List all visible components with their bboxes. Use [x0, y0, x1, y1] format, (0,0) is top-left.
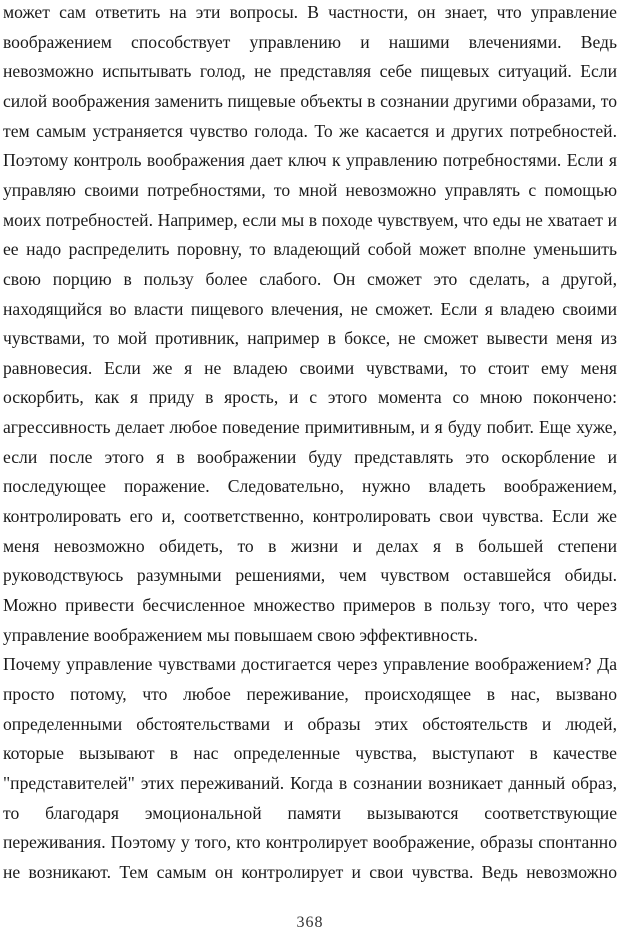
text-line: переживания. Поэтому у того, кто контролирует воображение, образы спонтанно [3, 832, 617, 853]
text-line: определенными обстоятельствами и образы этих обстоятельств и людей, [3, 713, 617, 734]
text-line: может сам ответить на эти вопросы. В частности, он знает, что управление [3, 2, 617, 22]
text-line: находящийся во власти пищевого влечения, не сможет. Если я владею своими [3, 298, 617, 319]
text-line: Почему управление чувствами достигается через управление воображением? Да [3, 654, 617, 675]
text-line: Поэтому контроль воображения дает ключ к управлению потребностями. Если я [3, 150, 617, 171]
text-line: чувствами, то мой противник, например в боксе, не сможет вывести меня из [3, 328, 617, 349]
text-line: воображением способствует управлению и нашими влечениями. Ведь [3, 31, 617, 52]
text-line: управление воображением мы повышаем свою эффективность. [3, 624, 478, 645]
text-line: невозможно испытывать голод, не представляя себе пищевых ситуаций. Если [3, 61, 617, 82]
text-line: оскорбить, как я приду в ярость, и с этого момента со мною покончено: [3, 387, 617, 408]
text-line: руководствуюсь разумными решениями, чем чувством оставшейся обиды. [3, 565, 617, 586]
text-line: свою порцию в пользу более слабого. Он сможет это сделать, а другой, [3, 268, 617, 289]
text-line: тем самым устраняется чувство голода. То же касается и других потребностей. [3, 120, 617, 141]
page-number: 368 [296, 914, 324, 931]
text-line: Можно привести бесчисленное множество примеров в пользу того, что через [3, 595, 617, 615]
text-line: моих потребностей. Например, если мы в походе чувствуем, что еды не хватает и [3, 209, 617, 230]
text-line: не возникают. Тем самым он контролирует и свои чувства. Ведь невозможно [3, 861, 617, 882]
text-line: равновесия. Если же я не владею своими чувствами, то стоит ему меня [3, 357, 617, 378]
text-line: просто потому, что любое переживание, происходящее в нас, вызвано [3, 683, 617, 704]
text-line: то благодаря эмоциональной памяти вызываются соответствующие [3, 802, 617, 823]
text-line: агрессивность делает любое поведение примитивным, и я буду побит. Еще хуже, [3, 417, 617, 438]
text-line: которые вызывают в нас определенные чувства, выступают в качестве [3, 743, 617, 764]
text-line: последующее поражение. Следовательно, нужно владеть воображением, [3, 476, 617, 497]
text-line: "представителей" этих переживаний. Когда в сознании возникает данный образ, [3, 772, 617, 793]
text-line: управляю своими потребностями, то мной невозможно управлять с помощью [3, 179, 617, 200]
text-line: силой воображения заменить пищевые объекты в сознании другими образами, то [3, 90, 617, 111]
text-line: если после этого я в воображении буду представлять это оскорбление и [3, 446, 617, 467]
text-line: меня невозможно обидеть, то в жизни и делах я в большей степени [3, 535, 617, 556]
text-line: ее надо распределить поровну, то владеющий собой может вполне уменьшить [3, 239, 617, 260]
text-line: контролировать его и, соответственно, контролировать свои чувства. Если же [3, 506, 617, 527]
